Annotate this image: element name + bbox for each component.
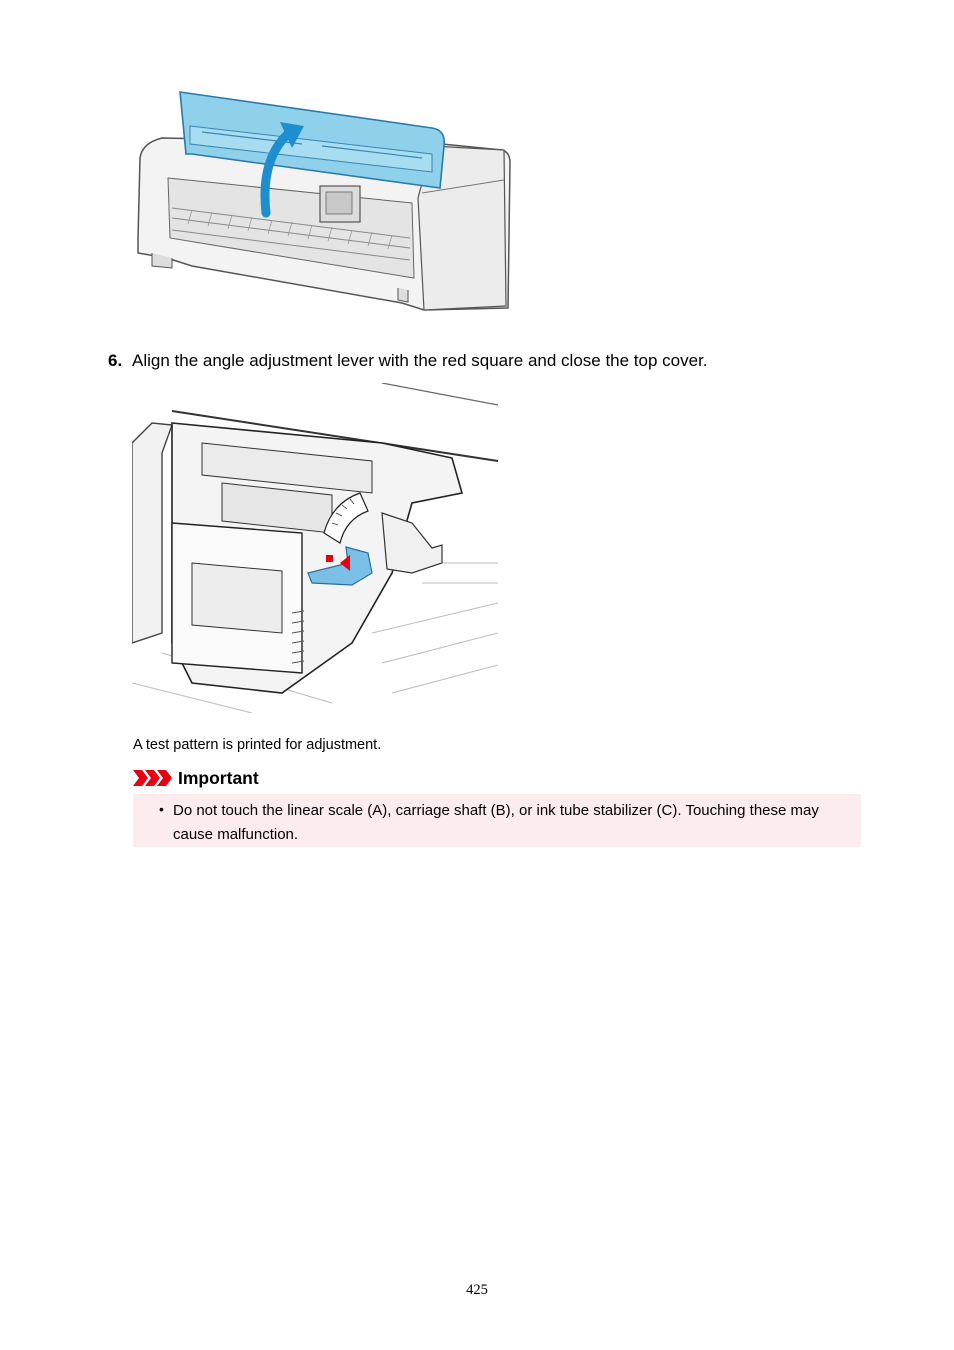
angle-adjustment-lever-illustration — [132, 383, 498, 713]
step-text: Align the angle adjustment lever with the red square and close the top cover. — [132, 351, 708, 370]
important-box — [133, 794, 861, 847]
page-number: 425 — [466, 1282, 488, 1298]
note-text: A test pattern is printed for adjustment. — [133, 737, 382, 753]
important-heading — [133, 767, 259, 789]
important-chevrons-icon — [133, 769, 173, 787]
step-number: 6. — [108, 351, 123, 370]
step-6 — [108, 350, 708, 372]
important-label: Important — [178, 767, 259, 788]
important-item: Do not touch the linear scale (A), carriage shaft (B), or ink tube stabilizer (C). Touching these may cause malfunction. — [173, 802, 819, 843]
bullet-icon: • — [159, 801, 164, 817]
printer-open-cover-illustration — [132, 88, 512, 318]
